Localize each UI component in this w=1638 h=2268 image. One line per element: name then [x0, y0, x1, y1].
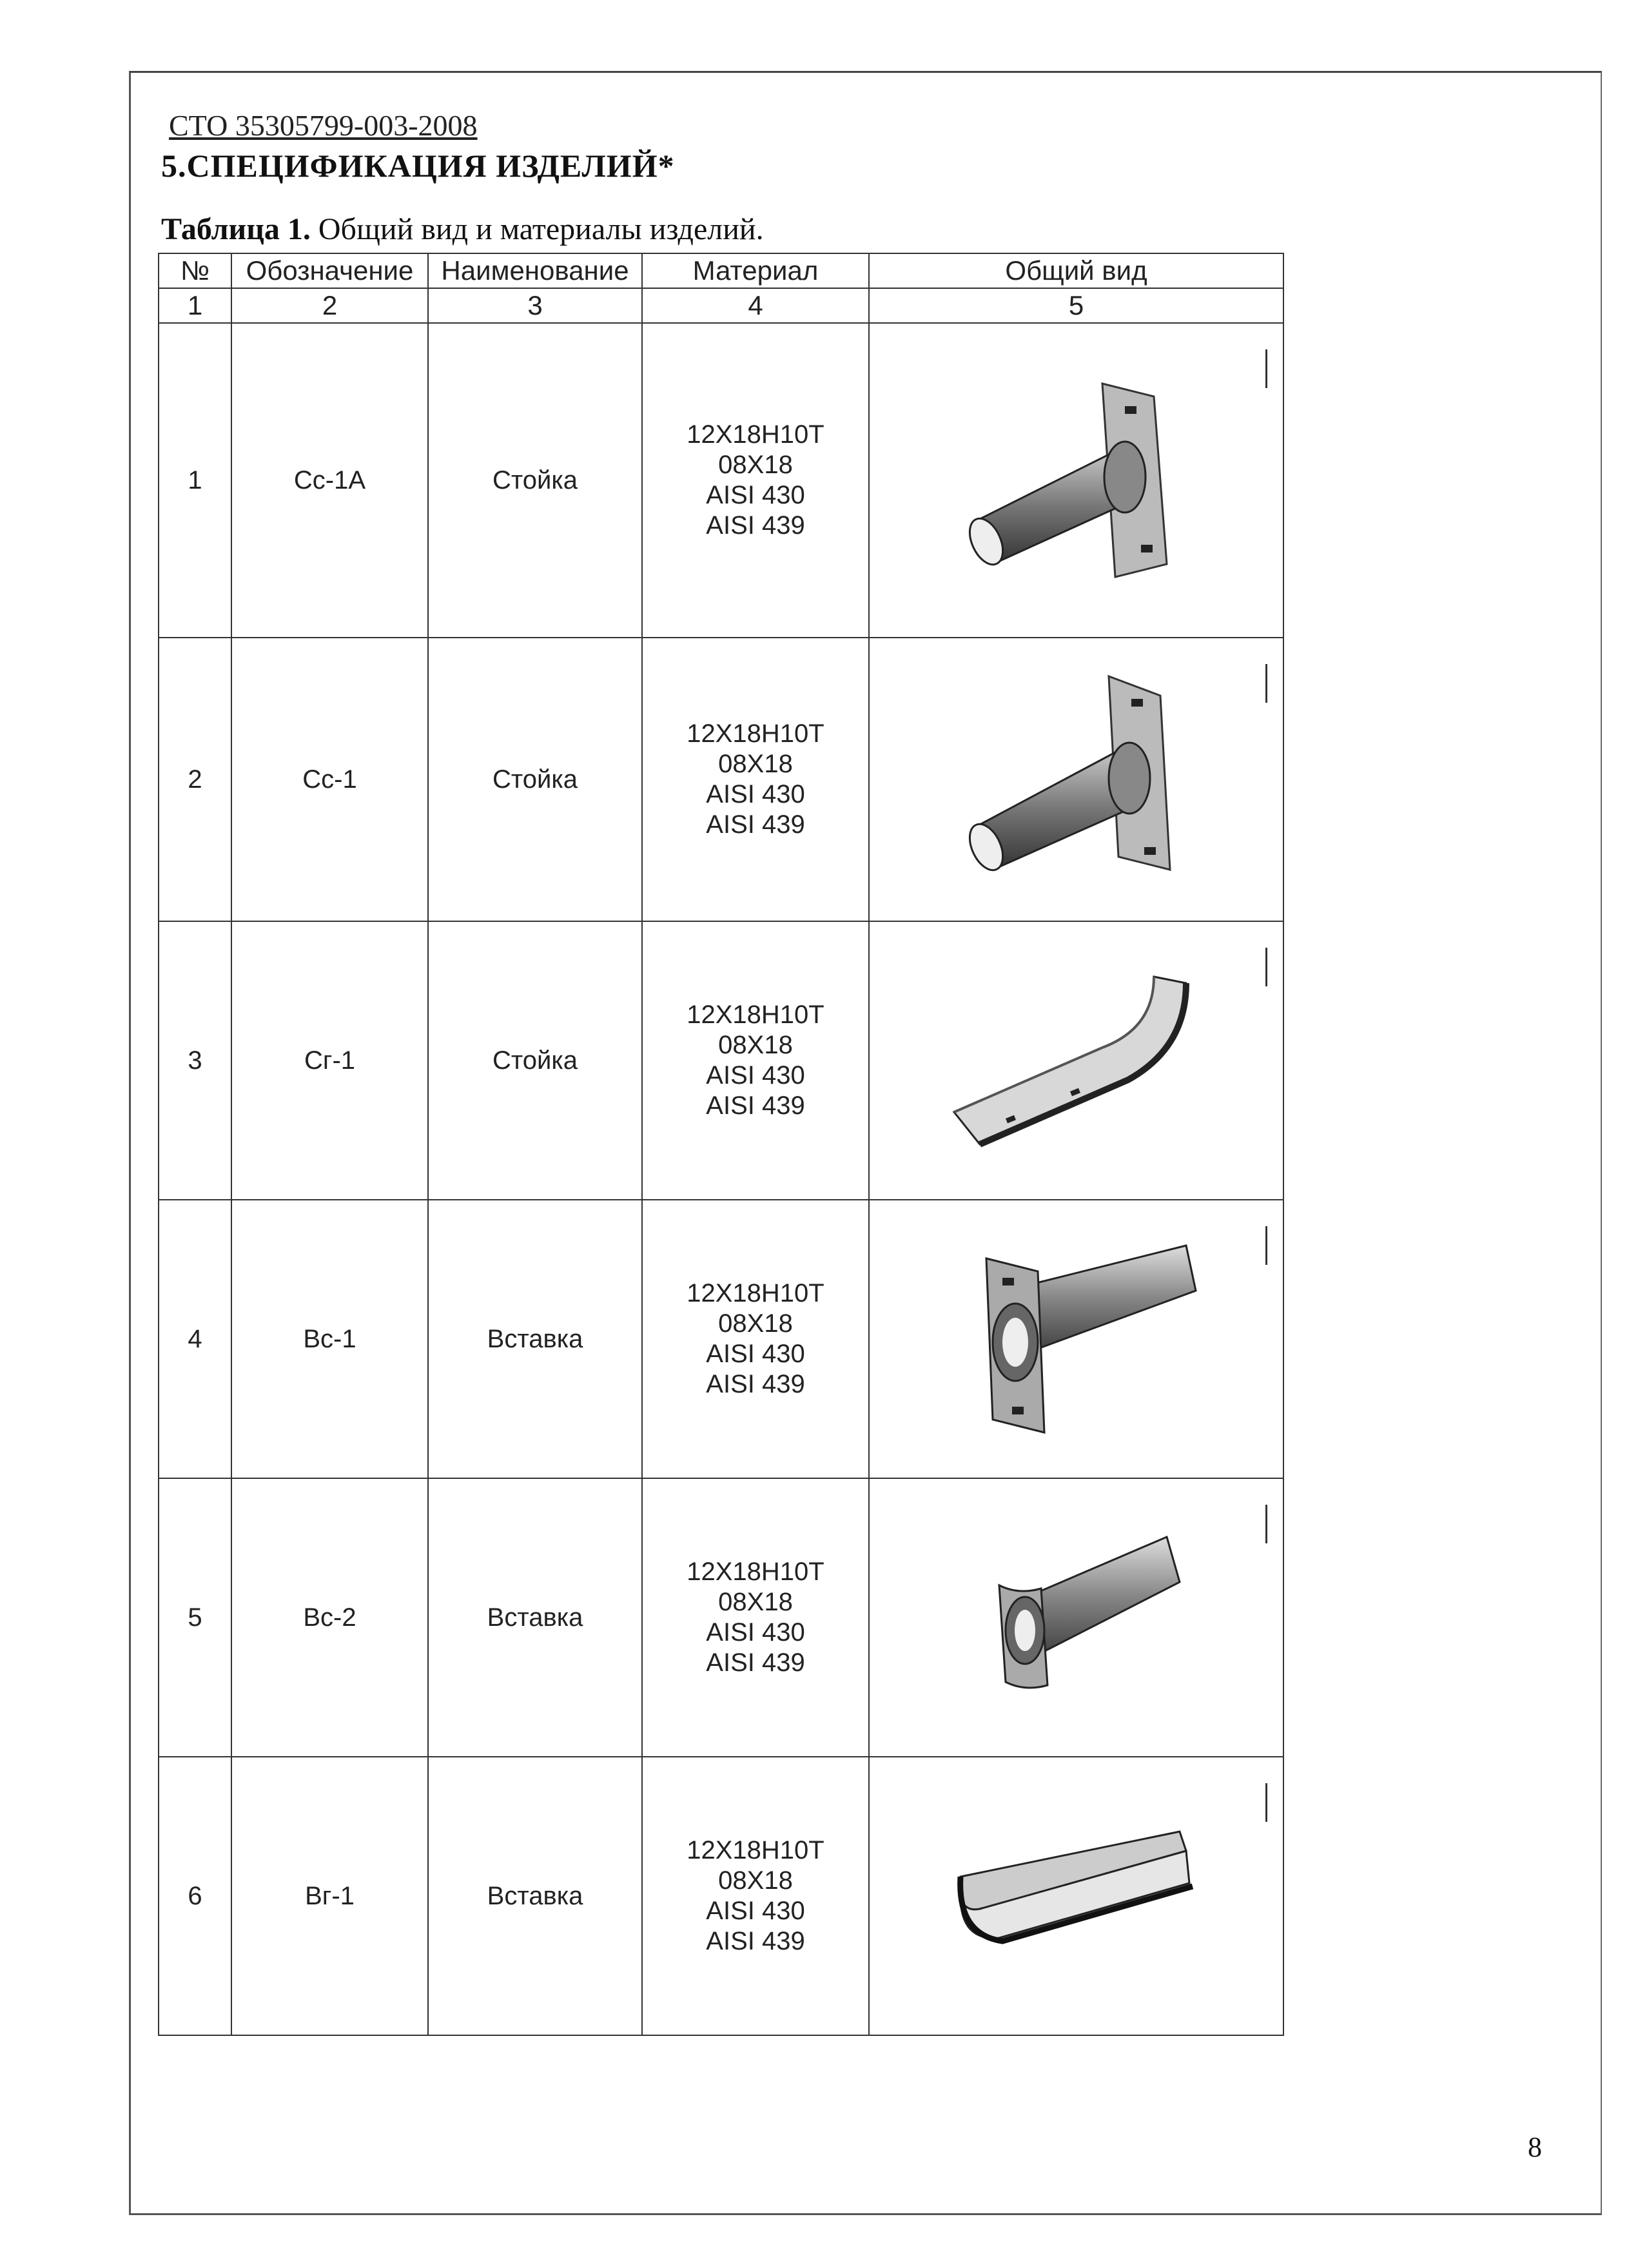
- row-designation: Вс-2: [231, 1478, 428, 1757]
- row-name: Вставка: [428, 1478, 642, 1757]
- row-designation: Сг-1: [231, 921, 428, 1200]
- row-view: [869, 921, 1283, 1200]
- post-tube-with-flange-icon: [941, 371, 1212, 590]
- page-number: 8: [1528, 2131, 1542, 2163]
- column-number: 1: [159, 288, 231, 323]
- material-item: AISI 430: [706, 1897, 805, 1925]
- row-name: Вставка: [428, 1757, 642, 2035]
- material-item: AISI 430: [706, 1618, 805, 1647]
- margin-tick: [1265, 1505, 1267, 1543]
- material-item: AISI 430: [706, 780, 805, 808]
- margin-tick: [1265, 349, 1267, 388]
- section-title: 5.СПЕЦИФИКАЦИЯ ИЗДЕЛИЙ*: [161, 148, 675, 184]
- material-item: 08Х18: [718, 1309, 793, 1338]
- row-designation: Вг-1: [231, 1757, 428, 2035]
- insert-tube-short-icon: [954, 1524, 1199, 1711]
- row-view: [869, 1478, 1283, 1757]
- row-materials: [642, 323, 869, 638]
- margin-tick: [1265, 1226, 1267, 1265]
- row-name: Стойка: [428, 921, 642, 1200]
- column-number: 3: [428, 288, 642, 323]
- row-num: 1: [159, 323, 231, 638]
- row-materials: [642, 1200, 869, 1478]
- header-designation: Обозначение: [231, 253, 428, 288]
- row-num: 5: [159, 1478, 231, 1757]
- material-item: 08Х18: [718, 750, 793, 778]
- column-number: 2: [231, 288, 428, 323]
- material-item: 12Х18Н10Т: [687, 719, 824, 748]
- header-name: Наименование: [428, 253, 642, 288]
- material-item: AISI 439: [706, 810, 805, 839]
- row-materials: [642, 1478, 869, 1757]
- row-materials: [642, 638, 869, 921]
- row-name: Стойка: [428, 638, 642, 921]
- column-number-row: [159, 288, 1283, 323]
- row-designation: Сс-1А: [231, 323, 428, 638]
- row-designation: Сс-1: [231, 638, 428, 921]
- column-number: 5: [869, 288, 1283, 323]
- column-number: 4: [642, 288, 869, 323]
- material-item: 12Х18Н10Т: [687, 1558, 824, 1586]
- row-view: [869, 323, 1283, 638]
- material-item: 12Х18Н10Т: [687, 420, 824, 449]
- material-item: AISI 439: [706, 1091, 805, 1120]
- material-item: 12Х18Н10Т: [687, 1001, 824, 1029]
- material-item: AISI 439: [706, 511, 805, 540]
- table-row: [159, 638, 1283, 921]
- header-row: [159, 253, 1283, 288]
- table-row: [159, 1200, 1283, 1478]
- margin-tick: [1265, 1783, 1267, 1822]
- table-caption-label: Таблица 1.: [161, 212, 311, 246]
- material-item: 08Х18: [718, 451, 793, 479]
- document-code: СТО 35305799-003-2008: [169, 109, 478, 142]
- material-item: AISI 439: [706, 1370, 805, 1398]
- row-name: Вставка: [428, 1200, 642, 1478]
- row-num: 6: [159, 1757, 231, 2035]
- row-materials: [642, 1757, 869, 2035]
- bent-channel-icon: [941, 964, 1212, 1157]
- row-num: 3: [159, 921, 231, 1200]
- margin-tick: [1265, 948, 1267, 986]
- margin-tick: [1265, 664, 1267, 703]
- material-item: 08Х18: [718, 1031, 793, 1059]
- row-name: Стойка: [428, 323, 642, 638]
- material-item: 08Х18: [718, 1588, 793, 1616]
- channel-insert-icon: [941, 1819, 1212, 1973]
- table-row: [159, 1478, 1283, 1757]
- table-row: [159, 323, 1283, 638]
- material-item: AISI 439: [706, 1648, 805, 1677]
- table-caption-text: Общий вид и материалы изделий.: [310, 212, 764, 246]
- row-num: 2: [159, 638, 231, 921]
- material-item: 08Х18: [718, 1866, 793, 1895]
- material-item: AISI 430: [706, 481, 805, 509]
- row-view: [869, 1200, 1283, 1478]
- material-item: AISI 430: [706, 1340, 805, 1368]
- table-caption: [161, 211, 764, 247]
- row-view: [869, 638, 1283, 921]
- table-row: [159, 921, 1283, 1200]
- material-item: 12Х18Н10Т: [687, 1279, 824, 1307]
- row-view: [869, 1757, 1283, 2035]
- header-num: №: [159, 253, 231, 288]
- row-materials: [642, 921, 869, 1200]
- material-item: AISI 430: [706, 1061, 805, 1090]
- spec-table: [158, 253, 1284, 2036]
- header-view: Общий вид: [869, 253, 1283, 288]
- material-item: AISI 439: [706, 1927, 805, 1955]
- table-row: [159, 1757, 1283, 2035]
- header-material: Материал: [642, 253, 869, 288]
- post-tube-with-flange-icon: [941, 670, 1212, 889]
- row-designation: Вс-1: [231, 1200, 428, 1478]
- insert-tube-with-plate-icon: [941, 1233, 1212, 1445]
- row-num: 4: [159, 1200, 231, 1478]
- material-item: 12Х18Н10Т: [687, 1836, 824, 1864]
